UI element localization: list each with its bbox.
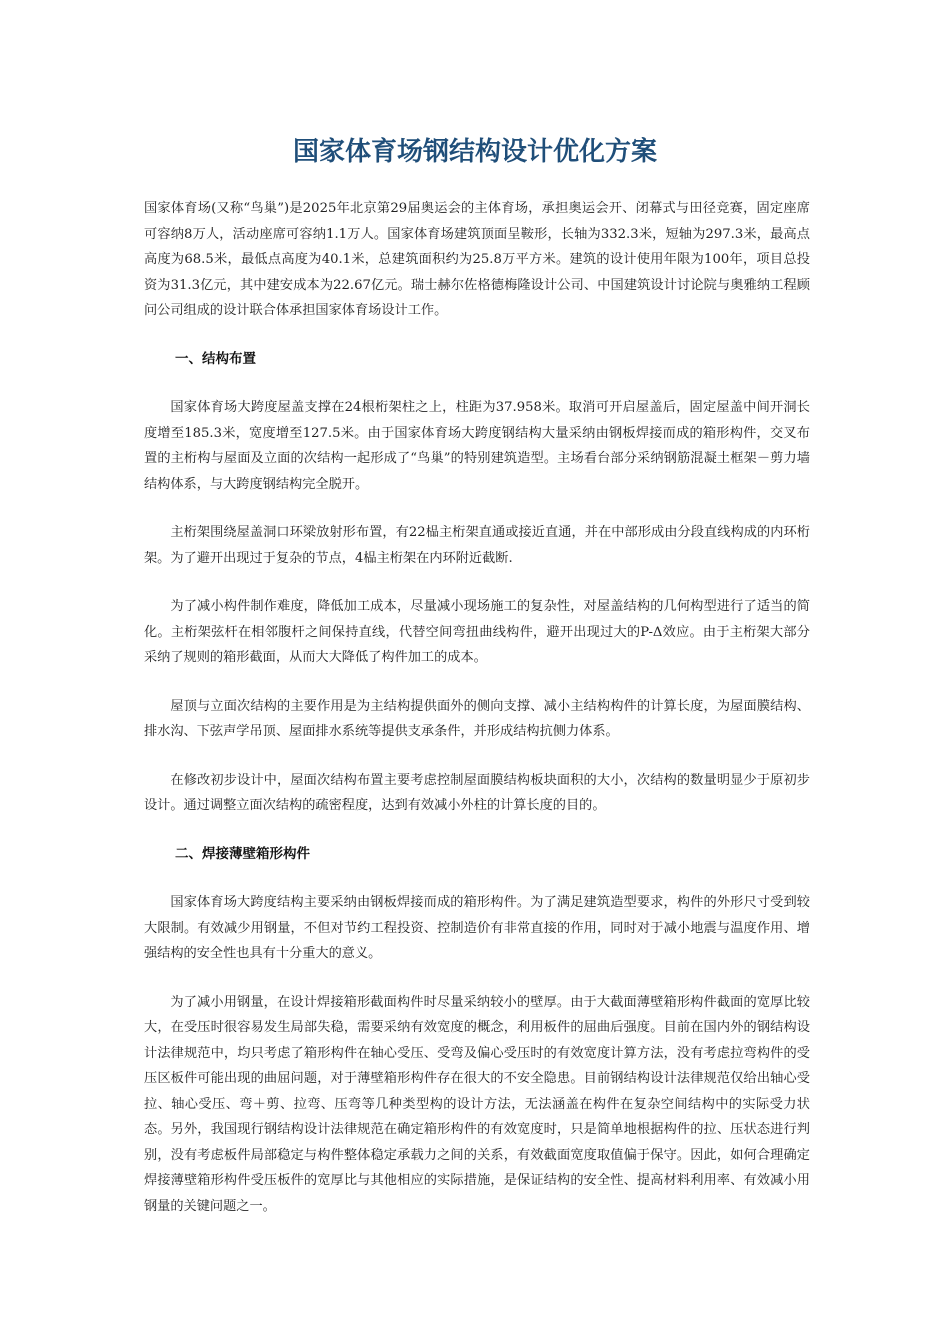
paragraph: 为了减小用钢量，在设计焊接箱形截面构件时尽量采纳较小的壁厚。由于大截面薄壁箱形构件截面的宽厚比较大，在受压时很容易发生局部失稳，需要采纳有效宽度的概念，利用板件的屈曲后强度。目前在国内外的钢结构设计法律规范中，均只考虑了箱形构件在轴心受压、受弯及偏心受压时的有效宽度计算方法，没有考虑拉弯构件的受压区板件可能出现的曲屈问题，对于薄壁箱形构件存在很大的不安全隐患。目前钢结构设计法律规范仅给出轴心受拉、轴心受压、弯＋剪、拉弯、压弯等几种类型构的设计方法，无法涵盖在构件在复杂空间结构中的实际受力状态。另外，我国现行钢结构设计法律规范在确定箱形构件的有效宽度时，只是简单地根据构件的拉、压状态进行判别，没有考虑板件局部稳定与构件整体稳定承载力之间的关系，有效截面宽度取值偏于保守。因此，如何合理确定焊接薄壁箱形构件受压板件的宽厚比与其他相应的实际措施，是保证结构的安全性、提高材料利用率、有效减小用钢量的关键问题之一。 [144,994,810,1214]
paragraph: 国家体育场大跨度屋盖支撑在24根桁架柱之上，柱距为37.958米。取消可开启屋盖后，固定屋盖中间开洞长度增至185.3米，宽度增至127.5米。由于国家体育场大跨度钢结构大量采纳由钢板焊接而成的箱形构件，交叉布置的主桁构与屋面及立面的次结构一起形成了“鸟巢”的特别建筑造型。主场看台部分采纳钢筋混凝土框架－剪力墙结构体系，与大跨度钢结构完全脱开。 [144,400,810,492]
section-heading-welded-box-members: 二、焊接薄壁箱形构件 [175,845,310,862]
section-heading-structure-layout: 一、结构布置 [175,350,256,367]
paragraph: 主桁架围绕屋盖洞口环梁放射形布置，有22榀主桁架直通或接近直通，并在中部形成由分段直线构成的内环桁架。为了避开出现过于复杂的节点，4榀主桁架在内环附近截断. [144,525,810,566]
paragraph: 在修改初步设计中，屋面次结构布置主要考虑控制屋面膜结构板块面积的大小，次结构的数量明显少于原初步设计。通过调整立面次结构的疏密程度，达到有效减小外柱的计算长度的目的。 [144,772,810,813]
paragraph: 为了减小构件制作难度，降低加工成本，尽量减小现场施工的复杂性，对屋盖结构的几何构型进行了适当的简化。主桁架弦杆在相邻腹杆之间保持直线，代替空间弯扭曲线构件，避开出现过大的P-Δ效应。由于主桁架大部分采纳了规则的箱形截面，从而大大降低了构件加工的成本。 [144,599,810,665]
page-title: 国家体育场钢结构设计优化方案 [292,137,657,167]
intro-paragraph: 国家体育场(又称“鸟巢”)是2025年北京第29届奥运会的主体育场，承担奥运会开、闭幕式与田径竞赛，固定座席可容纳8万人，活动座席可容纳1.1万人。国家体育场建筑顶面呈鞍形，长轴为332.3米，短轴为297.3米，最高点高度为68.5米，最低点高度为40.1米，总建筑面积约为25.8万平方米。建筑的设计使用年限为100年，项目总投资为31.3亿元，其中建安成本为22.67亿元。瑞士赫尔佐格德梅隆设计公司、中国建筑设计讨论院与奥雅纳工程顾问公司组成的设计联合体承担国家体育场设计工作。 [144,201,810,318]
document-body [144,196,810,1219]
paragraph: 国家体育场大跨度结构主要采纳由钢板焊接而成的箱形构件。为了满足建筑造型要求，构件的外形尺寸受到较大限制。有效减少用钢量，不但对节约工程投资、控制造价有非常直接的作用，同时对于减小地震与温度作用、增强结构的安全性也具有十分重大的意义。 [144,895,810,961]
paragraph: 屋顶与立面次结构的主要作用是为主结构提供面外的侧向支撑、减小主结构构件的计算长度，为屋面膜结构、排水沟、下弦声学吊顶、屋面排水系统等提供支承条件，并形成结构抗侧力体系。 [144,698,810,739]
